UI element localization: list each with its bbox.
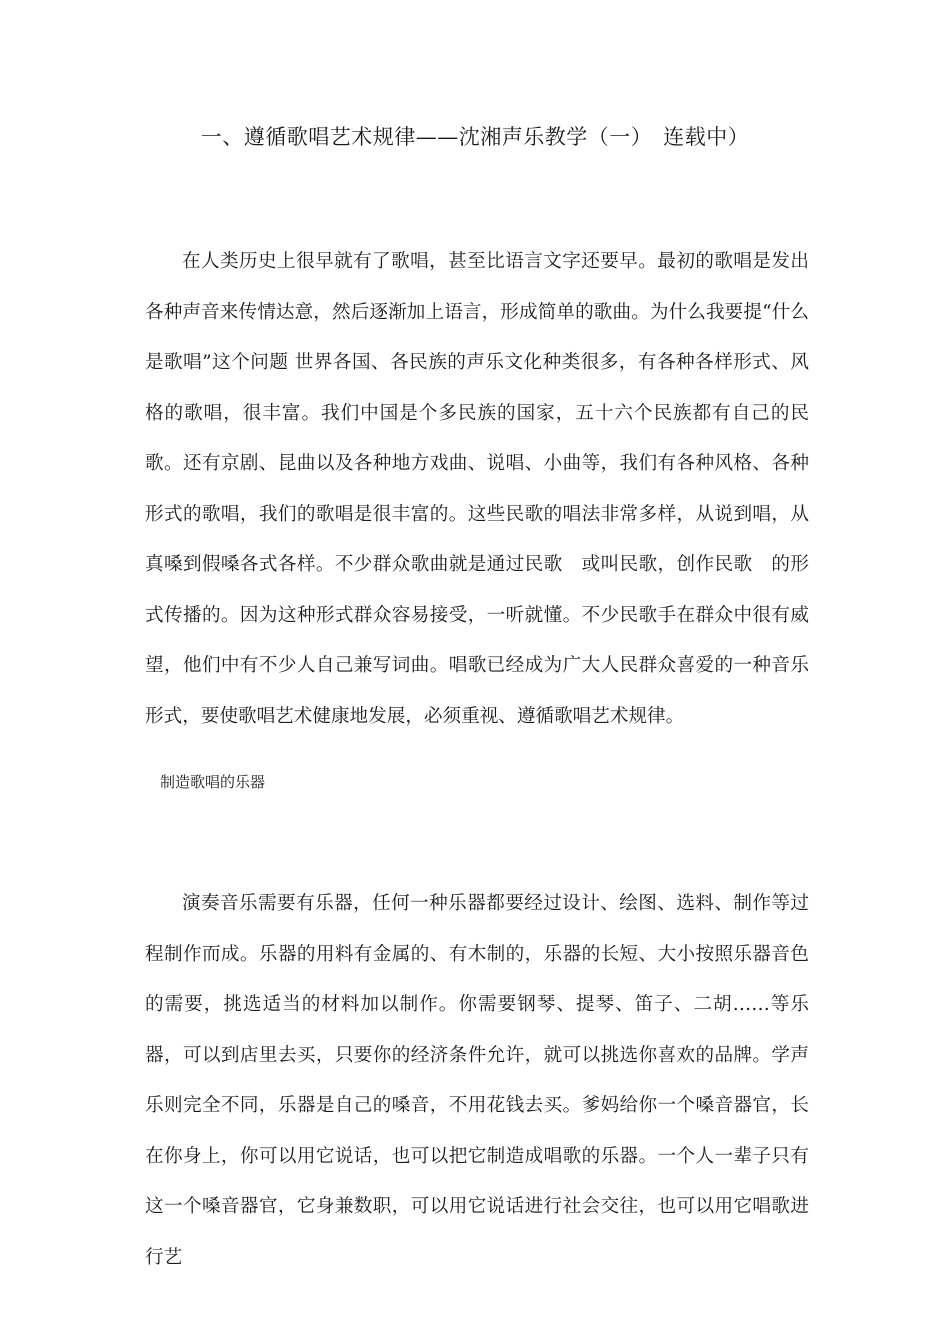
document-title: 一、遵循歌唱艺术规律——沈湘声乐教学（一） 连载中） [200, 125, 750, 149]
body-paragraph-2: 演奏音乐需要有乐器，任何一种乐器都要经过设计、绘图、选料、制作等过程制作而成。乐器的用料有金属的、有木制的，乐器的长短、大小按照乐器音色的需要，挑选适当的材料加以制作。你需要钢琴、提琴、笛子、二胡……等乐器，可以到店里去买，只要你的经济条件允许，就可以挑选你喜欢的品牌。学声乐则完全不同，乐器是自己的嗓音，不用花钱去买。爹妈给你一个嗓音器官，长在你身上，你可以用它说话，也可以把它制造成唱歌的乐器。一个人一辈子只有这一个嗓音器官，它身兼数职，可以用它说话进行社会交往，也可以用它唱歌进行艺 [145, 893, 809, 1268]
body-paragraph-1: 在人类历史上很早就有了歌唱，甚至比语言文字还要早。最初的歌唱是发出各种声音来传情达意，然后逐渐加上语言，形成简单的歌曲。为什么我要提“什么是歌唱”这个问题 世界各国、各民族的声乐文化种类很多，有各种各样形式、风格的歌唱，很丰富。我们中国是个多民族的国家，五十六个民族都有自己的民歌。还有京剧、昆曲以及各种地方戏曲、说唱、小曲等，我们有各种风格、各种形式的歌唱，我们的歌唱是很丰富的。这些民歌的唱法非常多样，从说到唱，从真嗓到假嗓各式各样。不少群众歌曲就是通过民歌 或叫民歌，创作民歌 的形式传播的。因为这种形式群众容易接受，一听就懂。不少民歌手在群众中很有威望，他们中有不少人自己兼写词曲。唱歌已经成为广大人民群众喜爱的一种音乐形式，要使歌唱艺术健康地发展，必须重视、遵循歌唱艺术规律。 [145, 251, 809, 727]
section-subheading: 制造歌唱的乐器 [160, 773, 266, 791]
